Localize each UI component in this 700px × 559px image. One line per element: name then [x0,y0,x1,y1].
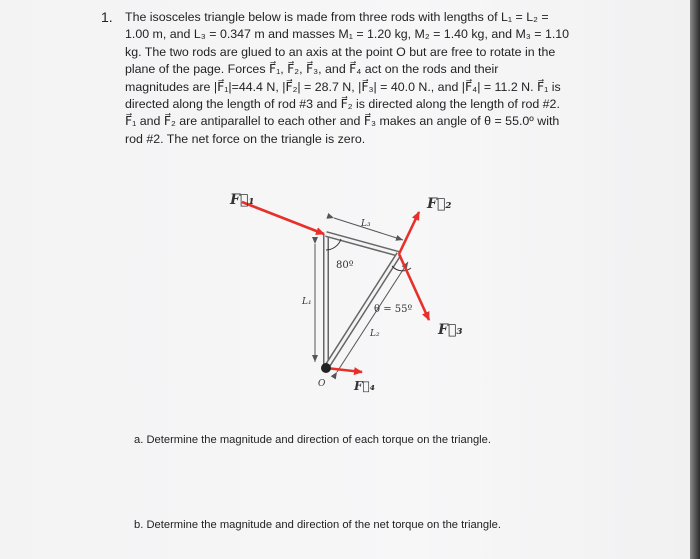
page-edge-shadow [690,0,700,559]
label-l2: L₂ [370,329,380,339]
label-f4: F⃗₄ [354,379,375,393]
label-theta: θ = 55º [374,304,413,315]
problem-line: directed along the length of rod #3 and F⃗₂ is directed along the length of rod #2. [125,97,560,112]
label-pivot-o: O [318,379,326,389]
question-part-b: b. Determine the magnitude and direction of the net torque on the triangle. [134,519,501,531]
force-arrow-f4 [326,368,362,372]
label-l3: L₃ [361,219,371,229]
rod-l3 [326,234,399,254]
force-arrow-f2 [399,212,419,254]
problem-line: plane of the page. Forces F⃗₁, F⃗₂, F⃗₃, and F⃗₄ act on the rods and their [125,62,499,77]
problem-line: magnitudes are |F⃗₁|=44.4 N, |F⃗₂| = 28.7 N, |F⃗₃| = 40.0 N., and |F⃗₄| = 11.2 N. F⃗₁ is [125,79,561,94]
problem-line: rod #2. The net force on the triangle is zero. [125,131,366,146]
question-part-a: a. Determine the magnitude and direction of each torque on the triangle. [134,434,491,446]
label-apex-angle: 80º [336,260,354,271]
problem-line: The isosceles triangle below is made from three rods with lengths of L₁ = L₂ = [125,10,549,24]
triangle-figure [222,182,472,397]
pivot-point [321,363,331,373]
problem-line: kg. The two rods are glued to an axis at the point O but are free to rotate in the [125,44,556,59]
dim-arrow-l2 [337,262,408,372]
problem-number: 1. [101,9,113,25]
problem-line: 1.00 m, and L₃ = 0.347 m and masses M₁ = 1.20 kg, M₂ = 1.40 kg, and M₃ = 1.10 [125,27,570,42]
label-f1: F⃗₁ [230,192,255,208]
theta-angle-arc [392,266,411,271]
label-f3: F⃗₃ [438,322,463,338]
problem-statement [125,9,605,148]
problem-line: F⃗₁ and F⃗₂ are antiparallel to each other and F⃗₃ makes an angle of θ = 55.0º with [125,114,560,129]
label-l1: L₁ [302,297,312,307]
label-f2: F⃗₂ [427,196,452,212]
